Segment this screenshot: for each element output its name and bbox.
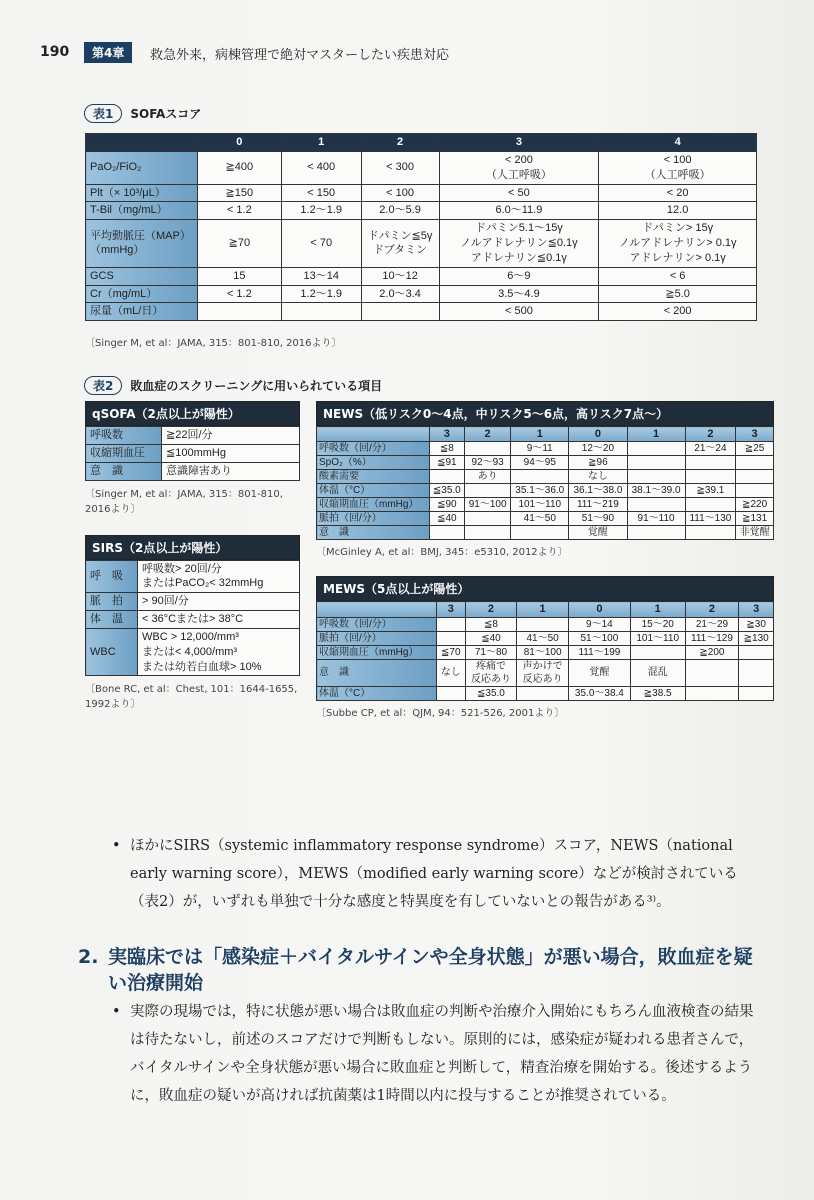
table-cell: 41～50 xyxy=(511,512,569,526)
column-header: 1 xyxy=(511,427,569,442)
table-cell xyxy=(685,659,739,686)
table1-caption xyxy=(84,104,201,123)
table-cell: 41～50 xyxy=(517,631,569,645)
table-cell: 101～110 xyxy=(511,498,569,512)
table-cell: ≦100mmHg xyxy=(162,444,300,462)
table-cell: ≧38.5 xyxy=(630,686,685,700)
row-header: 収縮期血圧（mmHg） xyxy=(317,498,430,512)
qsofa-table xyxy=(85,426,300,481)
row-header: 意 識 xyxy=(317,526,430,540)
table-cell: 3.5～4.9 xyxy=(439,285,599,303)
table-cell xyxy=(627,456,685,470)
table-cell xyxy=(685,470,736,484)
sirs-citation: 〔Bone RC, et al：Chest, 101：1644-1655, 1992より〕 xyxy=(85,684,298,711)
row-header: 平均動脈圧（MAP） （mmHg） xyxy=(86,220,198,268)
table-cell: ≧130 xyxy=(739,631,774,645)
table-cell: 9～11 xyxy=(511,442,569,456)
paragraph-bullet-1 xyxy=(112,832,766,916)
header-row xyxy=(317,602,774,617)
table-cell: < 200 xyxy=(599,303,757,321)
column-header: 1 xyxy=(627,427,685,442)
table-cell xyxy=(465,512,511,526)
table-cell xyxy=(736,456,774,470)
column-header xyxy=(317,427,430,442)
table-cell: 非覚醒 xyxy=(736,526,774,540)
table-cell xyxy=(429,526,464,540)
column-header: 3 xyxy=(439,134,599,152)
paragraph-bullet-2 xyxy=(112,998,766,1110)
table-cell: 混乱 xyxy=(630,659,685,686)
table-cell: < 1.2 xyxy=(197,285,281,303)
table-cell: 2.0～3.4 xyxy=(361,285,439,303)
table-cell: ≧39.1 xyxy=(685,484,736,498)
table2-caption xyxy=(84,376,382,395)
column-header xyxy=(86,134,198,152)
table-cell: 6.0～11.9 xyxy=(439,202,599,220)
column-header: 0 xyxy=(569,427,627,442)
table-cell xyxy=(627,526,685,540)
row-header: 脈拍（回/分） xyxy=(317,631,437,645)
table2-left-column xyxy=(85,401,300,712)
table-cell: 101～110 xyxy=(630,631,685,645)
table-row xyxy=(317,645,774,659)
row-header: 脈 拍 xyxy=(86,593,138,611)
table-cell: > 90回/分 xyxy=(138,593,300,611)
row-header: 呼 吸 xyxy=(86,560,138,593)
row-header: 呼吸数（回/分） xyxy=(317,617,437,631)
section-number: 2. xyxy=(78,946,99,968)
bullet-icon: • xyxy=(112,1004,121,1020)
table-cell: < 20 xyxy=(599,184,757,202)
page-number: 190 xyxy=(40,44,70,60)
table-cell: 疼痛で 反応あり xyxy=(465,659,517,686)
column-header: 3 xyxy=(736,427,774,442)
table-cell: ≦90 xyxy=(429,498,464,512)
table-row xyxy=(317,686,774,700)
table-row xyxy=(317,484,774,498)
table-cell: ≧25 xyxy=(736,442,774,456)
table-cell: < 150 xyxy=(281,184,361,202)
table-cell: ドパミン5.1～15γ ノルアドレナリン≦0.1γ アドレナリン≦0.1γ xyxy=(439,220,599,268)
row-header: 呼吸数 xyxy=(86,427,162,445)
section-heading-text: 実臨床では「感染症＋バイタルサインや全身状態」が悪い場合，敗血症を疑い治療開始 xyxy=(108,946,753,994)
table-cell xyxy=(517,686,569,700)
table-cell xyxy=(511,470,569,484)
column-header: 2 xyxy=(361,134,439,152)
row-header: 酸素需要 xyxy=(317,470,430,484)
qsofa-citation: 〔Singer M, et al：JAMA, 315：801-810, 2016より〕 xyxy=(85,488,283,515)
table-cell: 15 xyxy=(197,267,281,285)
table-cell xyxy=(627,442,685,456)
column-header: 1 xyxy=(630,602,685,617)
column-header: 3 xyxy=(739,602,774,617)
news-citation: 〔McGinley A, et al：BMJ, 345：e5310, 2012より〕 xyxy=(316,547,568,559)
table-cell: ≧220 xyxy=(736,498,774,512)
table-cell: 51～90 xyxy=(569,512,627,526)
row-header: SpO₂（%） xyxy=(317,456,430,470)
table-cell xyxy=(685,498,736,512)
row-header: 収縮期血圧 xyxy=(86,444,162,462)
column-header: 1 xyxy=(281,134,361,152)
table-cell: 6～9 xyxy=(439,267,599,285)
column-header: 3 xyxy=(436,602,465,617)
mews-block xyxy=(316,576,774,720)
table-cell xyxy=(436,617,465,631)
table-cell: < 70 xyxy=(281,220,361,268)
table-cell: ≧150 xyxy=(197,184,281,202)
column-header: 2 xyxy=(465,602,517,617)
table-cell xyxy=(685,526,736,540)
table-row xyxy=(317,631,774,645)
sirs-block xyxy=(85,535,300,713)
table-cell: ドパミン≦5γ ドブタミン xyxy=(361,220,439,268)
table-cell xyxy=(685,456,736,470)
table-cell: 38.1～39.0 xyxy=(627,484,685,498)
table-cell: WBC > 12,000/mm³ または< 4,000/mm³ または幼若白血球> 10% xyxy=(138,628,300,676)
table-cell: 111～130 xyxy=(685,512,736,526)
table-row xyxy=(86,628,300,676)
table2-label: 表2 xyxy=(84,376,122,395)
table-cell: ≧22回/分 xyxy=(162,427,300,445)
table-cell xyxy=(739,659,774,686)
column-header xyxy=(317,602,437,617)
mews-table xyxy=(316,601,774,700)
table-cell xyxy=(465,484,511,498)
column-header: 2 xyxy=(685,602,739,617)
table-row xyxy=(317,617,774,631)
table-cell: ≧30 xyxy=(739,617,774,631)
table-cell: 51～100 xyxy=(568,631,630,645)
table-cell xyxy=(630,645,685,659)
table-cell: < 100 xyxy=(361,184,439,202)
row-header: T-Bil（mg/mL） xyxy=(86,202,198,220)
table-cell: 111～219 xyxy=(569,498,627,512)
sirs-title: SIRS（2点以上が陽性） xyxy=(85,535,300,560)
table-cell: < 500 xyxy=(439,303,599,321)
running-title: 救急外来，病棟管理で絶対マスターしたい疾患対応 xyxy=(150,48,450,63)
table-cell xyxy=(627,470,685,484)
table1-citation: 〔Singer M, et al：JAMA, 315：801-810, 2016より〕 xyxy=(85,338,342,349)
row-header: 体温（°C） xyxy=(317,686,437,700)
table-cell: ≦70 xyxy=(436,645,465,659)
table-cell: ≧400 xyxy=(197,151,281,184)
row-header: 尿量（mL/日） xyxy=(86,303,198,321)
table-cell: 覚醒 xyxy=(569,526,627,540)
table-cell: 15～20 xyxy=(630,617,685,631)
table-cell: 覚醒 xyxy=(568,659,630,686)
table-cell: ≦8 xyxy=(465,617,517,631)
table-cell: 91～100 xyxy=(465,498,511,512)
column-header: 0 xyxy=(197,134,281,152)
table-cell: 35.1～36.0 xyxy=(511,484,569,498)
table-cell: 21～24 xyxy=(685,442,736,456)
table-cell: 35.0～38.4 xyxy=(568,686,630,700)
table-cell: 12.0 xyxy=(599,202,757,220)
header-row xyxy=(317,427,774,442)
table-cell: 12～20 xyxy=(569,442,627,456)
sirs-table xyxy=(85,560,300,677)
row-header: 体温（°C） xyxy=(317,484,430,498)
column-header: 2 xyxy=(685,427,736,442)
row-header: PaO₂/FiO₂ xyxy=(86,151,198,184)
header-row xyxy=(86,134,757,152)
table-row xyxy=(317,442,774,456)
bullet-icon: • xyxy=(112,838,121,854)
table-cell: 111～199 xyxy=(568,645,630,659)
table-cell: < 1.2 xyxy=(197,202,281,220)
table-row xyxy=(317,512,774,526)
bullet2-text: 実際の現場では，特に状態が悪い場合は敗血症の判断や治療介入開始にもちろん血液検査の結果は待たないし，前述のスコアだけで判断もしない。原則的には，感染症が疑われる患者さんで，バイタルサインや全身状態が悪い場合に敗血症と判断して，精査治療を開始する。後述するように，敗血症の疑いが高ければ抗菌薬は1時間以内に投与することが推奨されている。 xyxy=(130,1004,754,1104)
table-cell xyxy=(429,470,464,484)
table-cell: 9～14 xyxy=(568,617,630,631)
column-header: 3 xyxy=(429,427,464,442)
table1-title: SOFAスコア xyxy=(130,107,202,121)
table-cell: ≧5.0 xyxy=(599,285,757,303)
row-header: WBC xyxy=(86,628,138,676)
table-row xyxy=(317,659,774,686)
table-row xyxy=(86,427,300,445)
table-cell: 13～14 xyxy=(281,267,361,285)
table-row xyxy=(317,470,774,484)
table-cell: 10～12 xyxy=(361,267,439,285)
row-header: 呼吸数（回/分） xyxy=(317,442,430,456)
table-row xyxy=(86,444,300,462)
table-cell: ≧131 xyxy=(736,512,774,526)
row-header: 体 温 xyxy=(86,611,138,629)
table-cell: ≦40 xyxy=(429,512,464,526)
table-row xyxy=(86,593,300,611)
column-header: 1 xyxy=(517,602,569,617)
table1-label: 表1 xyxy=(84,104,122,123)
table-cell: ≦8 xyxy=(429,442,464,456)
table-cell xyxy=(736,484,774,498)
row-header: Cr（mg/mL） xyxy=(86,285,198,303)
table-row xyxy=(317,526,774,540)
table2-title: 敗血症のスクリーニングに用いられている項目 xyxy=(130,379,383,393)
column-header: 4 xyxy=(599,134,757,152)
table-cell: < 400 xyxy=(281,151,361,184)
table-cell: 1.2～1.9 xyxy=(281,285,361,303)
row-header: 脈拍（回/分） xyxy=(317,512,430,526)
table-cell xyxy=(517,617,569,631)
table-cell: 111～129 xyxy=(685,631,739,645)
table-cell: ≦91 xyxy=(429,456,464,470)
table-cell: なし xyxy=(569,470,627,484)
table-cell: < 300 xyxy=(361,151,439,184)
column-header: 2 xyxy=(465,427,511,442)
table-cell: ≧200 xyxy=(685,645,739,659)
table-row xyxy=(86,267,757,285)
mews-title: MEWS（5点以上が陽性） xyxy=(316,576,774,601)
table-cell xyxy=(436,686,465,700)
column-header: 0 xyxy=(568,602,630,617)
section-heading xyxy=(78,944,768,996)
table-cell xyxy=(465,442,511,456)
mews-citation: 〔Subbe CP, et al：QJM, 94：521-526, 2001より〕 xyxy=(316,707,565,719)
table-cell: 21～29 xyxy=(685,617,739,631)
table-cell: ≦40 xyxy=(465,631,517,645)
table-cell xyxy=(465,526,511,540)
table-cell: 94～95 xyxy=(511,456,569,470)
table-cell: < 100 （人工呼吸） xyxy=(599,151,757,184)
table-row xyxy=(86,285,757,303)
table-cell xyxy=(627,498,685,512)
news-title: NEWS（低リスク0～4点，中リスク5～6点，高リスク7点～） xyxy=(316,401,774,426)
row-header: 意 識 xyxy=(317,659,437,686)
qsofa-block xyxy=(85,401,300,517)
table-cell xyxy=(436,631,465,645)
table-row xyxy=(86,462,300,480)
table-cell xyxy=(511,526,569,540)
table-cell: 1.2～1.9 xyxy=(281,202,361,220)
sofa-table xyxy=(85,133,757,321)
table-cell: 91～110 xyxy=(627,512,685,526)
table-row xyxy=(317,498,774,512)
table-row xyxy=(86,202,757,220)
table-cell: あり xyxy=(465,470,511,484)
qsofa-title: qSOFA（2点以上が陽性） xyxy=(85,401,300,426)
table-cell xyxy=(197,303,281,321)
news-table xyxy=(316,426,774,540)
table-cell: < 6 xyxy=(599,267,757,285)
table-cell xyxy=(361,303,439,321)
news-block xyxy=(316,401,774,560)
table-cell: < 36°Cまたは> 38°C xyxy=(138,611,300,629)
row-header: 意 識 xyxy=(86,462,162,480)
table-cell: 呼吸数> 20回/分 またはPaCO₂< 32mmHg xyxy=(138,560,300,593)
table-row xyxy=(86,560,300,593)
table-row xyxy=(86,303,757,321)
table-cell: ≧70 xyxy=(197,220,281,268)
table2-right-column xyxy=(316,401,774,721)
table-row xyxy=(317,456,774,470)
table-cell: ドパミン> 15γ ノルアドレナリン> 0.1γ アドレナリン> 0.1γ xyxy=(599,220,757,268)
table-cell xyxy=(281,303,361,321)
chapter-badge: 第4章 xyxy=(84,42,132,63)
table-cell: ≧96 xyxy=(569,456,627,470)
row-header: Plt（× 10³/μL） xyxy=(86,184,198,202)
table-cell xyxy=(739,686,774,700)
table-cell xyxy=(739,645,774,659)
row-header: GCS xyxy=(86,267,198,285)
table-cell: 92～93 xyxy=(465,456,511,470)
table-cell: 2.0～5.9 xyxy=(361,202,439,220)
table-cell: 36.1～38.0 xyxy=(569,484,627,498)
table-cell: ≦35.0 xyxy=(465,686,517,700)
table-row xyxy=(86,151,757,184)
table-row xyxy=(86,184,757,202)
table-cell: 意識障害あり xyxy=(162,462,300,480)
table-cell: 71～80 xyxy=(465,645,517,659)
table-cell: 声かけで 反応あり xyxy=(517,659,569,686)
table-row xyxy=(86,220,757,268)
table-cell xyxy=(685,686,739,700)
table-row xyxy=(86,611,300,629)
row-header: 収縮期血圧（mmHg） xyxy=(317,645,437,659)
table-cell: < 50 xyxy=(439,184,599,202)
table-cell: ≦35.0 xyxy=(429,484,464,498)
table-cell: 81～100 xyxy=(517,645,569,659)
table-cell: なし xyxy=(436,659,465,686)
table-cell xyxy=(736,470,774,484)
bullet1-text: ほかにSIRS（systemic inflammatory response syndrome）スコア，NEWS（national early warning score），MEWS（modified early warning score）などが検討されている（表2）が，いずれも単独で十分な感度と特異度を有していないとの報告がある³⁾。 xyxy=(130,838,738,910)
table-cell: < 200 （人工呼吸） xyxy=(439,151,599,184)
